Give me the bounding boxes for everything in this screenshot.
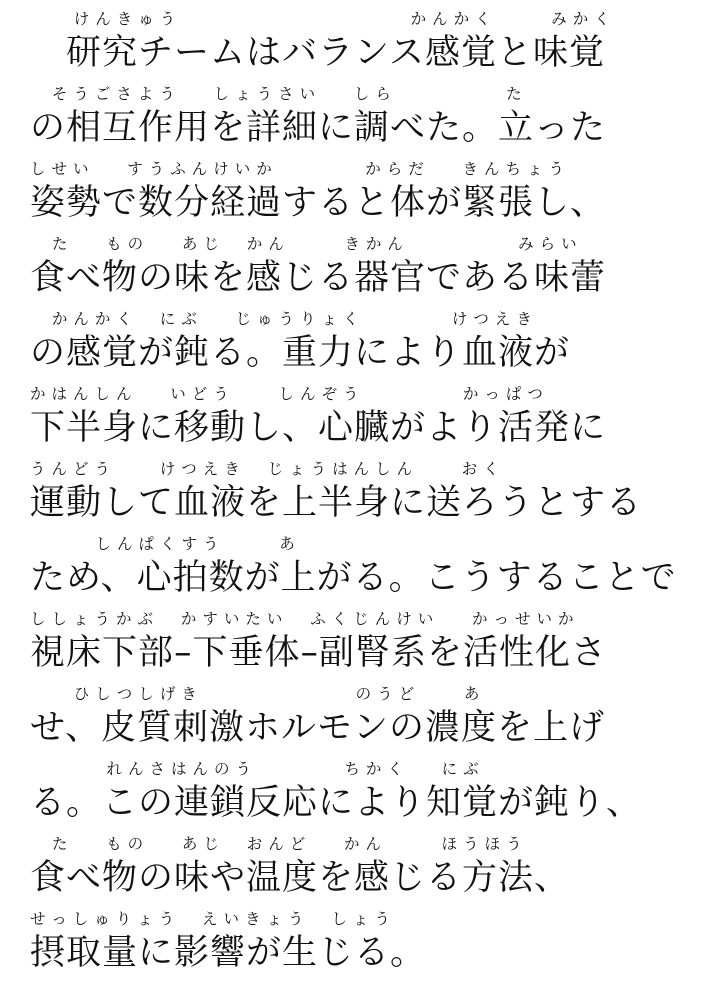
furigana-line-2: そうごさよう しょうさい しら た: [30, 85, 528, 103]
body-text-line-4: 食べ物の味を感じる器官である味蕾: [30, 258, 607, 298]
furigana-line-9: ししょうかぶ かすいたい ふくじんけい かっせいか: [30, 610, 580, 628]
furigana-line-7: うんどう けつえき じょうはんしん おく: [30, 460, 505, 478]
body-text-line-5: の感覚が鈍る。重力により血液が: [30, 333, 571, 373]
body-text-line-3: 姿勢で数分経過すると体が緊張し、: [30, 183, 607, 223]
furigana-line-12: た もの あじ おんど かん ほうほう: [30, 835, 528, 853]
text-line-12: [30, 833, 704, 903]
body-text-line-10: せ、皮質刺激ホルモンの濃度を上げ: [30, 708, 605, 748]
furigana-line-13: せっしゅりょう えいきょう しょう: [30, 910, 396, 928]
text-line-13: [30, 908, 704, 978]
text-line-11: [30, 758, 704, 828]
furigana-line-10: ひしつしげき のうど あ: [30, 685, 486, 703]
text-line-1: [30, 8, 704, 78]
furigana-line-11: れんさはんのう ちかく にぶ: [30, 760, 485, 778]
body-text-line-8: ため、心拍数が上がる。こうすることで: [30, 558, 677, 598]
furigana-line-8: しんぱくすう あ: [30, 535, 301, 553]
body-text-line-11: る。この連鎖反応により知覚が鈍り、: [30, 783, 643, 823]
furigana-line-4: た もの あじ かん きかん みらい: [30, 235, 583, 253]
text-line-7: [30, 458, 704, 528]
text-line-2: [30, 83, 704, 153]
body-text-line-12: 食べ物の味や温度を感じる方法、: [30, 858, 571, 898]
body-text-line-2: の相互作用を詳細に調べた。立った: [30, 108, 607, 148]
furigana-line-1: けんきゅう かんかく みかく: [30, 10, 616, 28]
text-line-9: [30, 608, 704, 678]
text-line-10: [30, 683, 704, 753]
text-line-3: [30, 158, 704, 228]
text-line-5: [30, 308, 704, 378]
body-text-line-9: 視床下部–下垂体–副腎系を活性化さ: [30, 633, 608, 673]
furigana-line-6: かはんしん いどう しんぞう かっぱつ: [30, 385, 549, 403]
furigana-line-5: かんかく にぶ じゅうりょく けつえき: [30, 310, 538, 328]
body-text-line-1: 研究チームはバランス感覚と味覚: [30, 33, 605, 73]
body-text-line-13: 摂取量に影響が生じる。: [30, 933, 427, 973]
text-line-4: [30, 233, 704, 303]
body-text-line-7: 運動して血液を上半身に送ろうとする: [30, 483, 643, 523]
furigana-line-3: しせい すうふんけいか からだ きんちょう: [30, 160, 570, 178]
text-line-6: [30, 383, 704, 453]
text-line-8: [30, 533, 704, 603]
body-text-line-6: 下半身に移動し、心臓がより活発に: [30, 408, 607, 448]
